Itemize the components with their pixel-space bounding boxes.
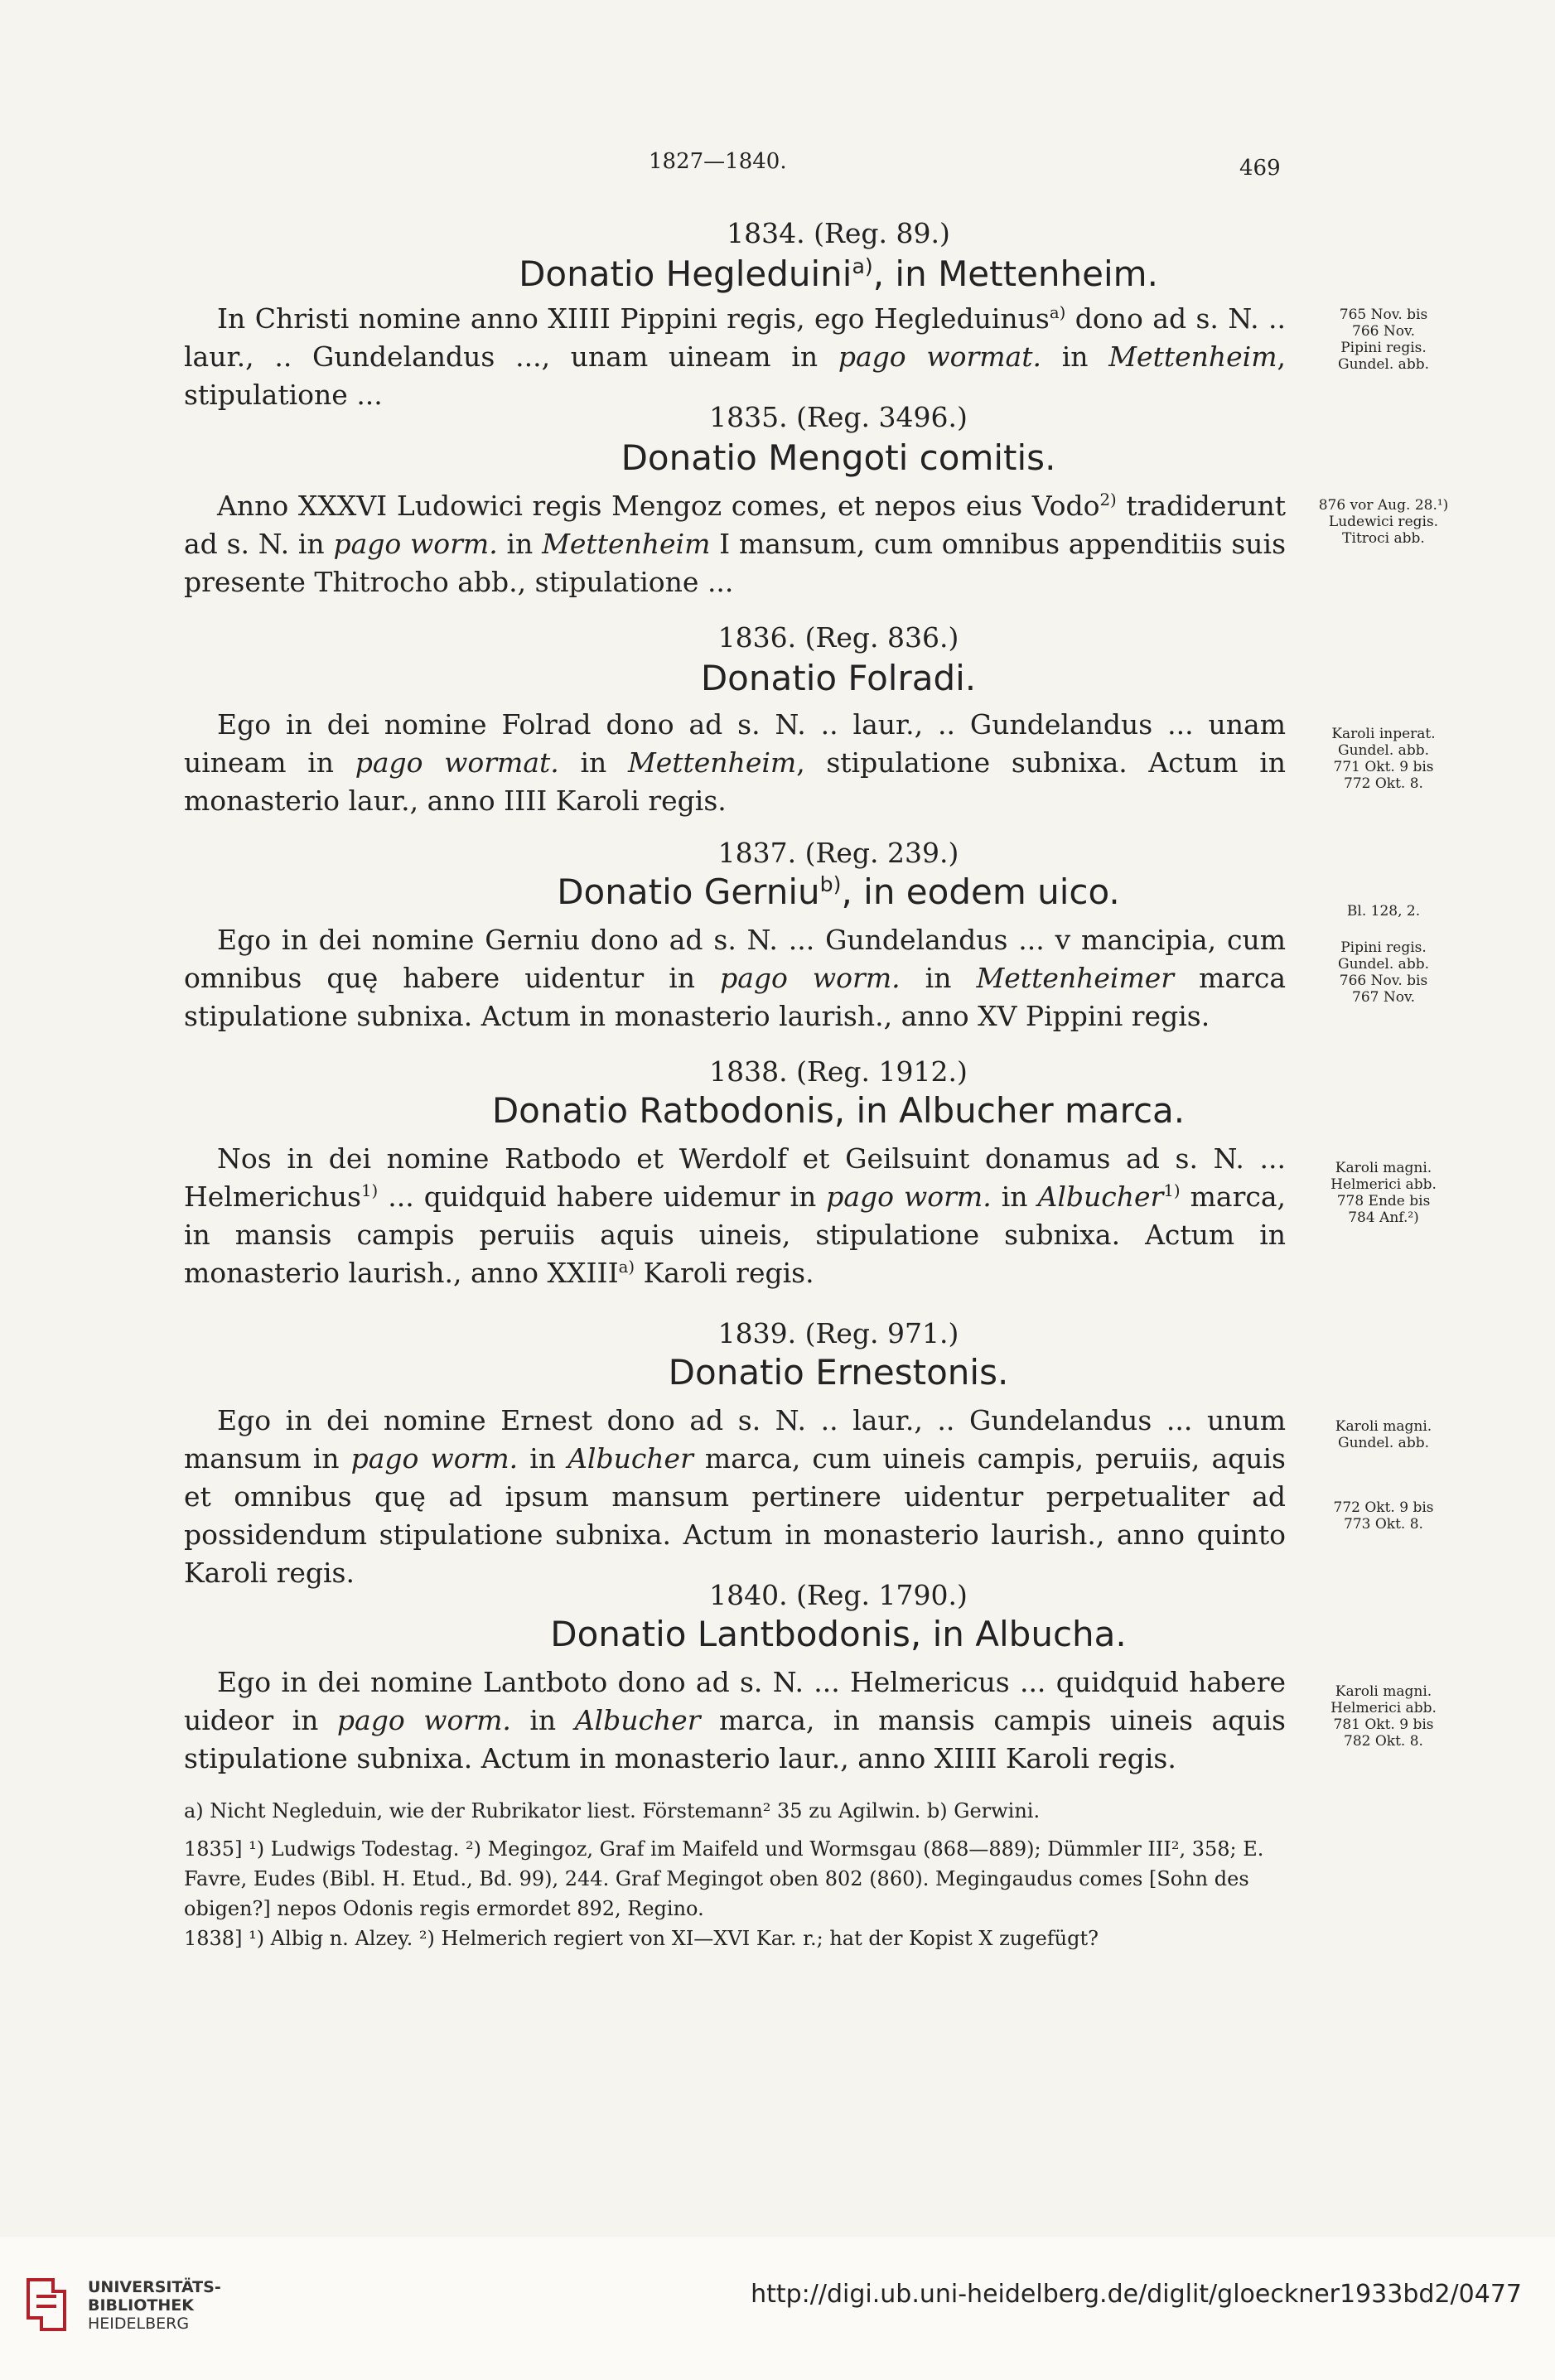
footnotes [184,1796,1286,1953]
entry-body: In Christi nomine anno XIIII Pippini regis, ego Hegleduinus$^{a)}$ dono ad s. N. .. laur., .. Gundelandus ..., unam uineam in pago wormat. in Mettenheim, stipulatione ... [184,302,1287,411]
library-name: UNIVERSITÄTS- BIBLIOTHEK HEIDELBERG [88,2278,221,2333]
margin-note: 876 vor Aug. 28.¹) Ludewici regis. Titroci abb. [1318,497,1449,547]
entry-title: Donatio Ratbodonis, in Albucher marca. [491,1090,1186,1131]
margin-note: Pipini regis. Gundel. abb. 766 Nov. bis 767 Nov. [1338,939,1429,1006]
entry-body: Nos in dei nomine Ratbodo et Werdolf et Geilsuint donamus ad s. N. ... Helmerichus$^{1)}$ ... quidquid habere uidemur in pago worm. in Albucher$^{1)}$ marca, in mansis campis peruiis aquis uineis, stipulatione subnixa. Actum in monasterio laurish., anno XXIII$^{a)}$ Karoli regis. [184,1142,1287,1289]
entry-body: Anno XXXVI Ludowici regis Mengoz comes, et nepos eius Vodo$^{2)}$ tradiderunt ad s. N. in pago worm. in Mettenheim I mansum, cum omnibus appenditiis suis presente Thitrocho abb., stipulatione ... [184,490,1287,598]
source-url[interactable]: http://digi.ub.uni-heidelberg.de/diglit/gloeckner1933bd2/0477 [751,2280,1522,2309]
entry-title: Donatio Mengoti comitis. [621,437,1056,478]
entry-body: Ego in dei nomine Folrad dono ad s. N. .. laur., .. Gundelandus ... unam uineam in pago wormat. in Mettenheim, stipulatione subnixa. Actum in monasterio laur., anno IIII Karoli regis. [184,708,1287,817]
margin-note-date: 772 Okt. 9 bis 773 Okt. 8. [1333,1499,1434,1533]
entry-reg: 1838. (Reg. 1912.) [709,1055,968,1088]
entry-reg: 1840. (Reg. 1790.) [709,1579,968,1611]
entry-reg: 1835. (Reg. 3496.) [709,401,968,433]
entry-reg: 1834. (Reg. 89.) [727,217,950,249]
page-number: 469 [1239,156,1281,181]
margin-note: Karoli magni. Gundel. abb. [1335,1418,1432,1451]
margin-note: 765 Nov. bis 766 Nov. Pipini regis. Gundel. abb. [1338,307,1429,373]
margin-note: Karoli magni. Helmerici abb. 778 Ende bis 784 Anf.²) [1330,1160,1437,1226]
entry-title: Donatio Folradi. [700,658,977,698]
entry-reg: 1839. (Reg. 971.) [717,1317,959,1349]
library-logo-icon [20,2271,78,2338]
entry-body: Ego in dei nomine Lantboto dono ad s. N. ... Helmericus ... quidquid habere uideor in pago worm. in Albucher marca, in mansis campis uineis aquis stipulatione subnixa. Actum in monasterio laur., anno XIIII Karoli regis. [184,1666,1286,1774]
footnote: 1838] ¹) Albig n. Alzey. ²) Helmerich regiert von XI—XVI Kar. r.; hat der Kopist X zugefügt? [184,1927,1099,1950]
entry-reg: 1837. (Reg. 239.) [717,837,959,869]
entry-body: Ego in dei nomine Gerniu dono ad s. N. ... Gundelandus ... v mancipia, cum omnibus quę habere uidentur in pago worm. in Mettenheimer marca stipulatione subnixa. Actum in monasterio laurish., anno XV Pippini regis. [184,924,1287,1032]
entry-title: Donatio Hegleduini$^{a)}$, in Mettenheim. [519,253,1158,294]
entry-reg: 1836. (Reg. 836.) [717,621,959,654]
entry-title: Donatio Lantbodonis, in Albucha. [550,1614,1127,1654]
footnote: 1835] ¹) Ludwigs Todestag. ²) Megingoz, Graf im Maifeld und Wormsgau (868—889); Dümmler III², 358; E. Favre, Eudes (Bibl. H. Etud., Bd. 99), 244. Graf Megingot oben 802 (860). Megingaudus comes [Sohn des obigen?] nepos Odonis regis ermordet 892, Regino. [184,1837,1264,1920]
entry-title: Donatio Gerniu$^{b)}$, in eodem uico. [557,871,1120,912]
margin-note: Karoli magni. Helmerici abb. 781 Okt. 9 bis 782 Okt. 8. [1330,1683,1437,1750]
margin-note: Karoli inperat. Gundel. abb. 771 Okt. 9 bis 772 Okt. 8. [1331,726,1436,792]
entry-body: Ego in dei nomine Ernest dono ad s. N. .. laur., .. Gundelandus ... unum mansum in pago worm. in Albucher marca, cum uineis campis, peruiis, aquis et omnibus quę ad ipsum mansum pertinere uidentur perpetualiter ad possidendum stipulatione subnixa. Actum in monasterio laurish., anno quinto Karoli regis. [184,1404,1286,1589]
margin-note-folio: Bl. 128, 2. [1346,903,1421,920]
running-head: 1827—1840. [649,149,787,174]
footnote: a) Nicht Negleduin, wie der Rubrikator liest. Förstemann² 35 zu Agilwin. b) Gerwini. [184,1799,1041,1822]
entry-title: Donatio Ernestonis. [668,1352,1009,1393]
